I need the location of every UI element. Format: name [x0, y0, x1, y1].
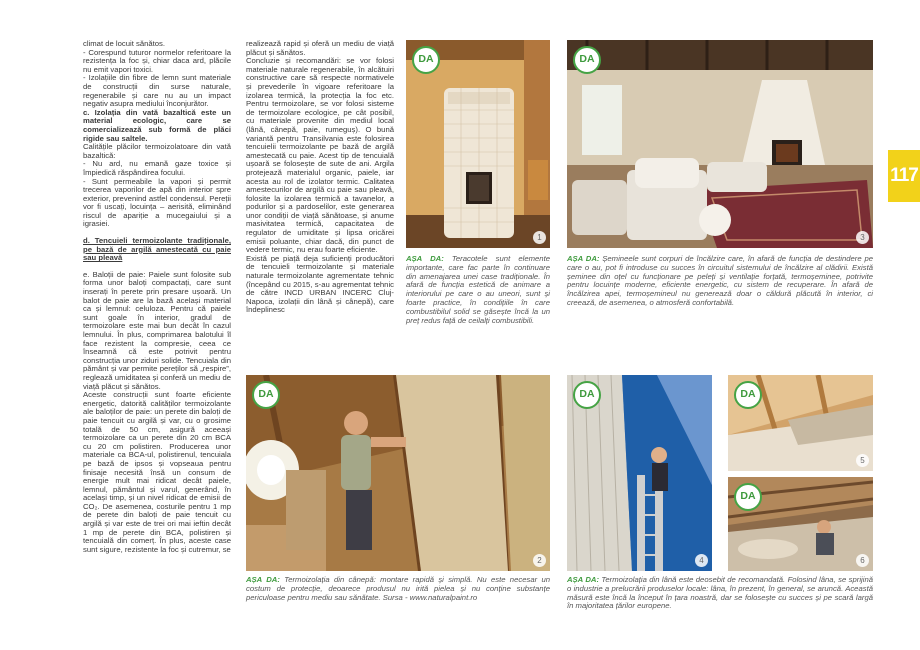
da-badge: DA	[412, 46, 440, 74]
paragraph: Concluzie și recomandări: se vor folosi materiale naturale regenerabile, în alcătuiri constructive care să respecte normativele și prevederile în vigoare referitoare la izolarea termică, la protecția la foc etc. Pentru termoizolare, se vor folosi sisteme de termoizolare ecologice, pe cât posibil, cu materiale provenite din mediul local (lână, cânepă, paie, rumeguș). O bună variantă pentru Transilvania este folosirea tencuielii termoizolante pe bază de argilă amestecată cu paie. Acest tip de tencuială ușoară se folosește de sute de ani. Argila protejează materialul organic, paiele, iar acesta au rol de izolator termic. Calitatea amestecurilor de argilă cu paie sau pleavă, folosite la izolarea termică a tavanelor, a podurilor și a pardoselilor, este generarea unor condiții de viață sănătoase, și anume masivitatea termică, capacitatea de regulator de umiditate și lipsa oricărei emisii poluante, chiar dacă, din punct de vedere termic, nu erau foarte eficiente.	[246, 56, 394, 255]
caption-photo-3	[567, 255, 873, 308]
caption-text: Șemineele sunt corpuri de încălzire care, în afară de funcția de destindere pe care o au, pot fi introduse cu succes în circuitul sistemului de încălzire al clădirii. Există șeminee din oțel cu funcționare pe peleți și ventilație forțată, termoșeminee, potrivite pentru locuințe moderne, eficiente energetic, cu sistem de recuperare. În afară de încălzirea apei, termoșemineul nu generează doar o căldură plăcută în interior, ci creează, de asemenea, o atmosferă confortabilă.	[567, 254, 873, 307]
caption-photo-2	[246, 576, 550, 602]
page-number: 117	[888, 150, 920, 202]
caption-text: Termoizolația din cânepă: montare rapidă și simplă. Nu este necesar un costum de protecție, deoarece produsul nu irită pielea și nu conține substanțe periculoase pentru mediu sau sănătate. Sursa - www.naturalpaint.ro	[246, 575, 550, 602]
photo-attic-wool	[728, 375, 873, 471]
photo-number: 6	[856, 554, 869, 567]
caption-label: AȘA DA:	[406, 254, 444, 263]
photo-wool-wall	[567, 375, 712, 571]
paragraph: - Nu ard, nu emană gaze toxice și împiedică răspândirea focului.	[83, 159, 231, 177]
da-badge: DA	[734, 381, 762, 409]
paragraph: Calitățile plăcilor termoizolatoare din vată bazaltică:	[83, 142, 231, 160]
caption-text: Termoizolația din lână este deosebit de recomandată. Folosind lâna, se sprijină o industrie a prelucrării produselor locale: lâna, în prezent, în general, se aruncă. Această măsură este încă la început în țara noastră, dar se folosește cu succes și pe scară largă în majoritatea țărilor europene.	[567, 575, 873, 611]
caption-text: Teracotele sunt elemente importante, care fac parte în continuare din amenajarea unei case tradiționale. În afară de funcția estetică de animare a interiorului pe care o au uneori, sunt și foarte practice, în condițiile în care combustibilul solid se găsește încă la un preț redus față de ceilalți combustibili.	[406, 254, 550, 325]
paragraph: e. Baloții de paie: Paiele sunt folosite sub forma unor baloți compactați, care sunt inserați în perete prin presare ușoară. Un balot de paie are la bază același material ca și lemnul: celuloza. Pentru că paiele sunt goale în interior, gradul de termoizolare este mai bun decât în cazul lemnului. În plus, comprimarea balotului îl face rezistent la compresie, ceea ce înseamnă că este potrivit pentru construcția unor ziduri solide. Tencuiala din pământ și var permite pereților să „respire”, reglează umiditatea și conferă un mediu de viață plăcut și sănătos.	[83, 269, 231, 391]
photo-number: 2	[533, 554, 546, 567]
section-heading: d. Tencuieli termoizolante tradiționale, pe bază de argilă amestecată cu paie sau pleavă	[83, 236, 231, 263]
caption-photo-1	[406, 255, 550, 325]
photo-number: 5	[856, 454, 869, 467]
paragraph: realizează rapid și oferă un mediu de viață plăcut și sănătos.	[246, 39, 394, 57]
paragraph: - Izolațiile din fibre de lemn sunt materiale de construcții din surse naturale, regenerabile și care nu au un impact negativ asupra mediului înconjurător.	[83, 73, 231, 109]
photo-number: 4	[695, 554, 708, 567]
paragraph: climat de locuit sănătos.	[83, 39, 166, 48]
caption-label: AȘA DA:	[567, 254, 600, 263]
paragraph: Aceste construcții sunt foarte eficiente energetic, datorită calităților termoizolante ale baloților de paie: un perete din baloți de paie tencuit cu argilă și var, cu o grosime totală de 50 cm, asigură aceeași termoizolare ca un perete din 20 cm BCA cu 20 cm polistiren. Producerea unor materiale ca BCA-ul, polistirenul, tencuiala pe bază de ipsos și vopseaua pentru finisaje necesită însă un consum de energie mult mai ridicat decât paiele, lemnul, pământul și varul, generând, în același timp, și un nivel ridicat de emisii de CO₂. De asemenea, costurile pentru 1 mp de perete din baloți de paie tencuit cu argilă și var este de trei ori mai ieftin decât 1 mp de perete din BCA, polistiren și tencuială din comerț. În plus, aceste case sunt sigure, rezistente la foc și cutremur, se	[83, 390, 231, 554]
paragraph: c. Izolația din vată bazaltică este un material ecologic, care se comercializează sub formă de plăci rigide sau saltele.	[83, 107, 231, 143]
da-badge: DA	[252, 381, 280, 409]
paragraph: - Corespund tuturor normelor referitoare la rezistența la foc și, chiar daca ard, plăcile nu emit vapori toxici.	[83, 47, 231, 74]
photo-fireplace-room	[567, 40, 873, 248]
caption-label: AȘA DA:	[567, 575, 600, 584]
photo-number: 3	[856, 231, 869, 244]
photo-attic-worker	[728, 477, 873, 571]
photo-tiled-stove	[406, 40, 550, 248]
da-badge: DA	[573, 46, 601, 74]
text-column-left	[83, 40, 231, 554]
da-badge: DA	[573, 381, 601, 409]
paragraph: Există pe piață deja suficienți producători de tencuieli termoizolante și materiale naturale termoizolante agrementate tehnic (începând cu 2015, s-au agrementat tehnic de către INCD URBAN INCERC Cluj-Napoca, izolații din lână și cânepă), care îndeplinesc	[246, 253, 394, 315]
text-column-middle	[246, 40, 394, 315]
paragraph: - Sunt permeabile la vapori și permit trecerea vaporilor de apă din interior spre exterior, prevenind astfel condensul. Pereții vor fi uscați, locuința – aerisită, eliminând riscul de apariție a mucegaiului și a igrasiei.	[83, 176, 231, 229]
caption-label: AȘA DA:	[246, 575, 280, 584]
photo-number: 1	[533, 231, 546, 244]
da-badge: DA	[734, 483, 762, 511]
photo-hemp-insulation	[246, 375, 550, 571]
caption-photo-4	[567, 576, 873, 611]
